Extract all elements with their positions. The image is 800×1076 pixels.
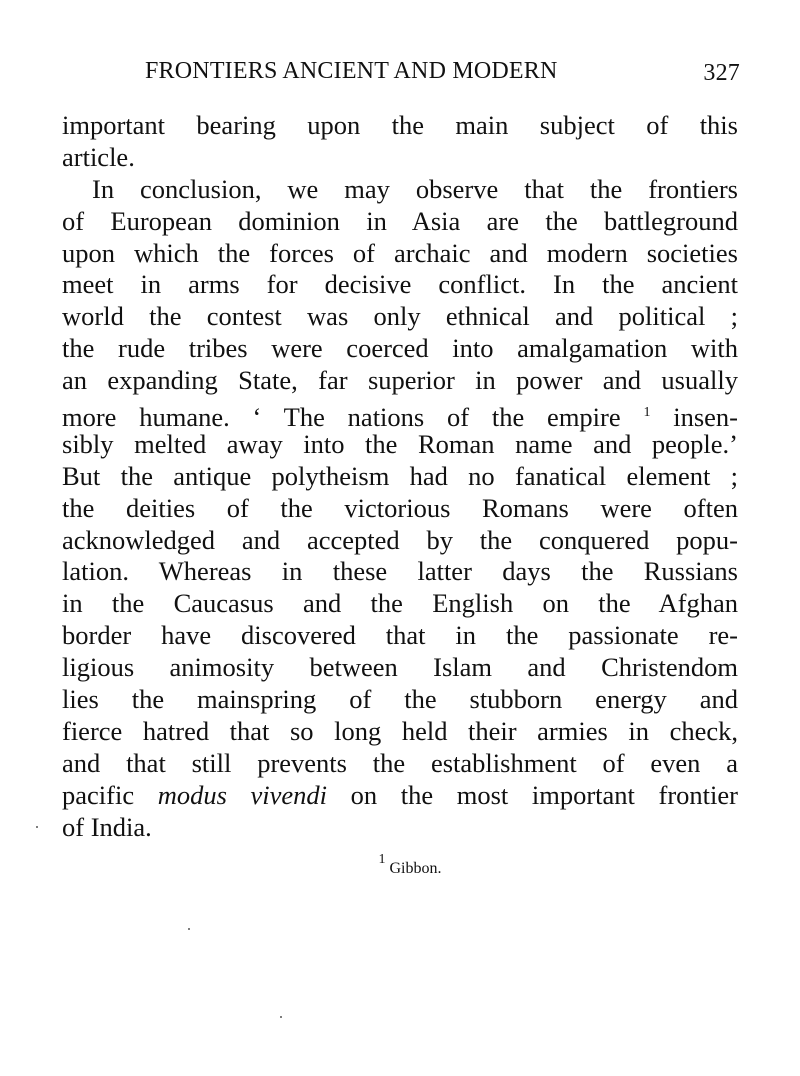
text-line: ligious animosity between Islam and Christendom	[62, 652, 738, 683]
scan-speck	[280, 1016, 282, 1018]
footnote	[0, 852, 800, 878]
running-title: FRONTIERS ANCIENT AND MODERN	[145, 58, 558, 84]
text-line: In conclusion, we may observe that the frontiers	[92, 173, 738, 204]
text-line: in the Caucasus and the English on the Afghan	[62, 588, 738, 619]
text-line: meet in arms for decisive conflict. In the ancient	[62, 269, 738, 300]
text-line: and that still prevents the establishment of even a	[62, 747, 738, 778]
text-line: world the contest was only ethnical and political ;	[62, 301, 738, 332]
body-text	[62, 110, 738, 843]
text-line: of India.	[62, 811, 152, 842]
text-line: fierce hatred that so long held their armies in check,	[62, 715, 738, 746]
text-segment: insen-	[673, 402, 738, 433]
text-line: important bearing upon the main subject of this	[62, 110, 738, 140]
text-segment: pacific	[62, 779, 135, 810]
text-line: lies the mainspring of the stubborn energy and	[62, 684, 738, 715]
footnote-marker: 1	[378, 852, 386, 867]
text-line: of European dominion in Asia are the battleground	[62, 205, 738, 236]
text-line: the rude tribes were coerced into amalgamation with	[62, 333, 738, 364]
text-line-with-footnote	[62, 397, 738, 433]
text-line: sibly melted away into the Roman name and people.’	[62, 428, 738, 459]
text-segment: more humane. ‘ The nations of the empire	[62, 402, 621, 433]
text-line: the deities of the victorious Romans were often	[62, 492, 738, 523]
text-line: acknowledged and accepted by the conquered popu-	[62, 524, 738, 555]
text-line: an expanding State, far superior in power and usually	[62, 365, 738, 396]
text-line: lation. Whereas in these latter days the Russians	[62, 556, 738, 587]
text-line: upon which the forces of archaic and modern societies	[62, 237, 738, 268]
running-header	[145, 58, 740, 92]
scan-speck	[36, 826, 38, 828]
footnote-marker: 1	[643, 405, 651, 421]
text-segment: on the most important frontier	[350, 779, 738, 810]
italic-phrase: modus vivendi	[157, 779, 328, 810]
text-line: article.	[62, 141, 135, 172]
text-line-with-italic	[62, 780, 738, 812]
page-number: 327	[703, 60, 740, 86]
text-line: But the antique polytheism had no fanatical element ;	[62, 460, 738, 491]
scan-speck	[188, 928, 190, 930]
text-line: border have discovered that in the passionate re-	[62, 620, 738, 651]
footnote-text: Gibbon.	[389, 860, 442, 877]
